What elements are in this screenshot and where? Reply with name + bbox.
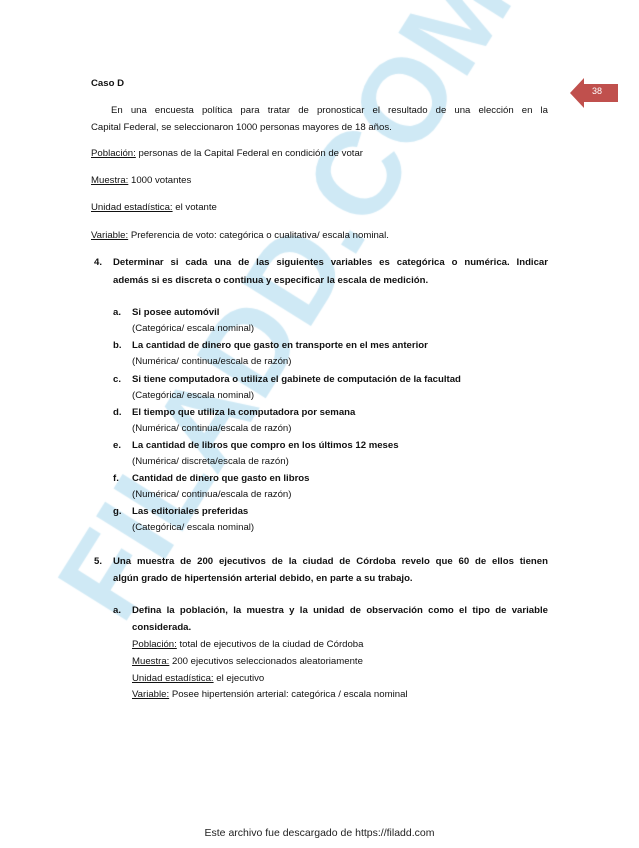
intro-text: En una encuesta política para tratar de pronosticar el resultado de una elección en la: [111, 105, 548, 116]
item-answer: (Numérica/ continua/escala de razón): [132, 356, 292, 367]
q5-poblacion: [132, 639, 363, 651]
item-answer: (Categórica/ escala nominal): [132, 323, 255, 334]
q5a-line: considerada.: [132, 622, 192, 633]
item-question: Cantidad de dinero que gasto en libros: [132, 473, 310, 484]
q5-line: algún grado de hipertensión arterial debido, en parte a su trabajo.: [113, 573, 413, 584]
label: Variable:: [132, 689, 170, 700]
label: Muestra:: [132, 656, 170, 667]
item-letter: f.: [113, 473, 119, 484]
label: Variable:: [91, 230, 129, 241]
item-letter: a.: [113, 307, 122, 318]
intro-line: [91, 105, 548, 117]
item-question: Las editoriales preferidas: [132, 506, 249, 517]
muestra: [91, 175, 191, 187]
item-answer: (Categórica/ escala nominal): [132, 522, 255, 533]
label: Población:: [91, 148, 136, 159]
page-number: 38: [591, 86, 602, 96]
item-answer: (Numérica/ continua/escala de razón): [132, 423, 292, 434]
item-answer: (Numérica/ continua/escala de razón): [132, 489, 292, 500]
variable: [91, 230, 389, 242]
footer-link[interactable]: Este archivo fue descargado de https://filadd.com: [204, 827, 435, 839]
item-letter: c.: [113, 374, 122, 385]
label: Unidad estadística:: [132, 673, 214, 684]
item-question: La cantidad de dinero que gasto en transporte en el mes anterior: [132, 340, 428, 351]
value: Preferencia de voto: categórica o cualitativa/ escala nominal.: [128, 230, 389, 241]
value: Posee hipertensión arterial: categórica / escala nominal: [169, 689, 408, 700]
q4-line: además si es discreta o continua y especificar la escala de medición.: [113, 275, 429, 286]
q5-variable: [132, 689, 408, 701]
item-letter: b.: [113, 340, 122, 351]
item-letter: e.: [113, 440, 122, 451]
q5-unidad: [132, 673, 264, 685]
item-question: Si tiene computadora o utiliza el gabinete de computación de la facultad: [132, 374, 461, 385]
q5-muestra: [132, 656, 363, 668]
value: personas de la Capital Federal en condición de votar: [135, 148, 364, 159]
label: Población:: [132, 639, 177, 650]
item-question: La cantidad de libros que compro en los últimos 12 meses: [132, 440, 399, 451]
value: el ejecutivo: [213, 673, 265, 684]
q5-line: Una muestra de 200 ejecutivos de la ciudad de Córdoba revelo que 60 de ellos tienen: [113, 556, 548, 567]
q5a-line: Defina la población, la muestra y la unidad de observación como el tipo de variable: [132, 605, 548, 616]
q5-number: 5.: [94, 556, 103, 567]
item-answer: (Categórica/ escala nominal): [132, 390, 255, 401]
label: Muestra:: [91, 175, 129, 186]
case-title: Caso D: [91, 78, 125, 89]
label: Unidad estadística:: [91, 202, 173, 213]
unidad: [91, 202, 217, 214]
q4-number: 4.: [94, 257, 103, 268]
q4-line: Determinar si cada una de las siguientes variables es categórica o numérica. Indicar: [113, 257, 548, 268]
item-question: Si posee automóvil: [132, 307, 220, 318]
item-answer: (Numérica/ discreta/escala de razón): [132, 456, 289, 467]
item-letter: d.: [113, 407, 122, 418]
value: el votante: [172, 202, 217, 213]
item-letter: g.: [113, 506, 122, 517]
poblacion: [91, 148, 363, 160]
item-question: El tiempo que utiliza la computadora por semana: [132, 407, 356, 418]
intro-line: Capital Federal, se seleccionaron 1000 personas mayores de 18 años.: [91, 122, 392, 133]
value: 1000 votantes: [128, 175, 192, 186]
value: total de ejecutivos de la ciudad de Córdoba: [176, 639, 364, 650]
value: 200 ejecutivos seleccionados aleatoriamente: [169, 656, 363, 667]
q5a-letter: a.: [113, 605, 122, 616]
